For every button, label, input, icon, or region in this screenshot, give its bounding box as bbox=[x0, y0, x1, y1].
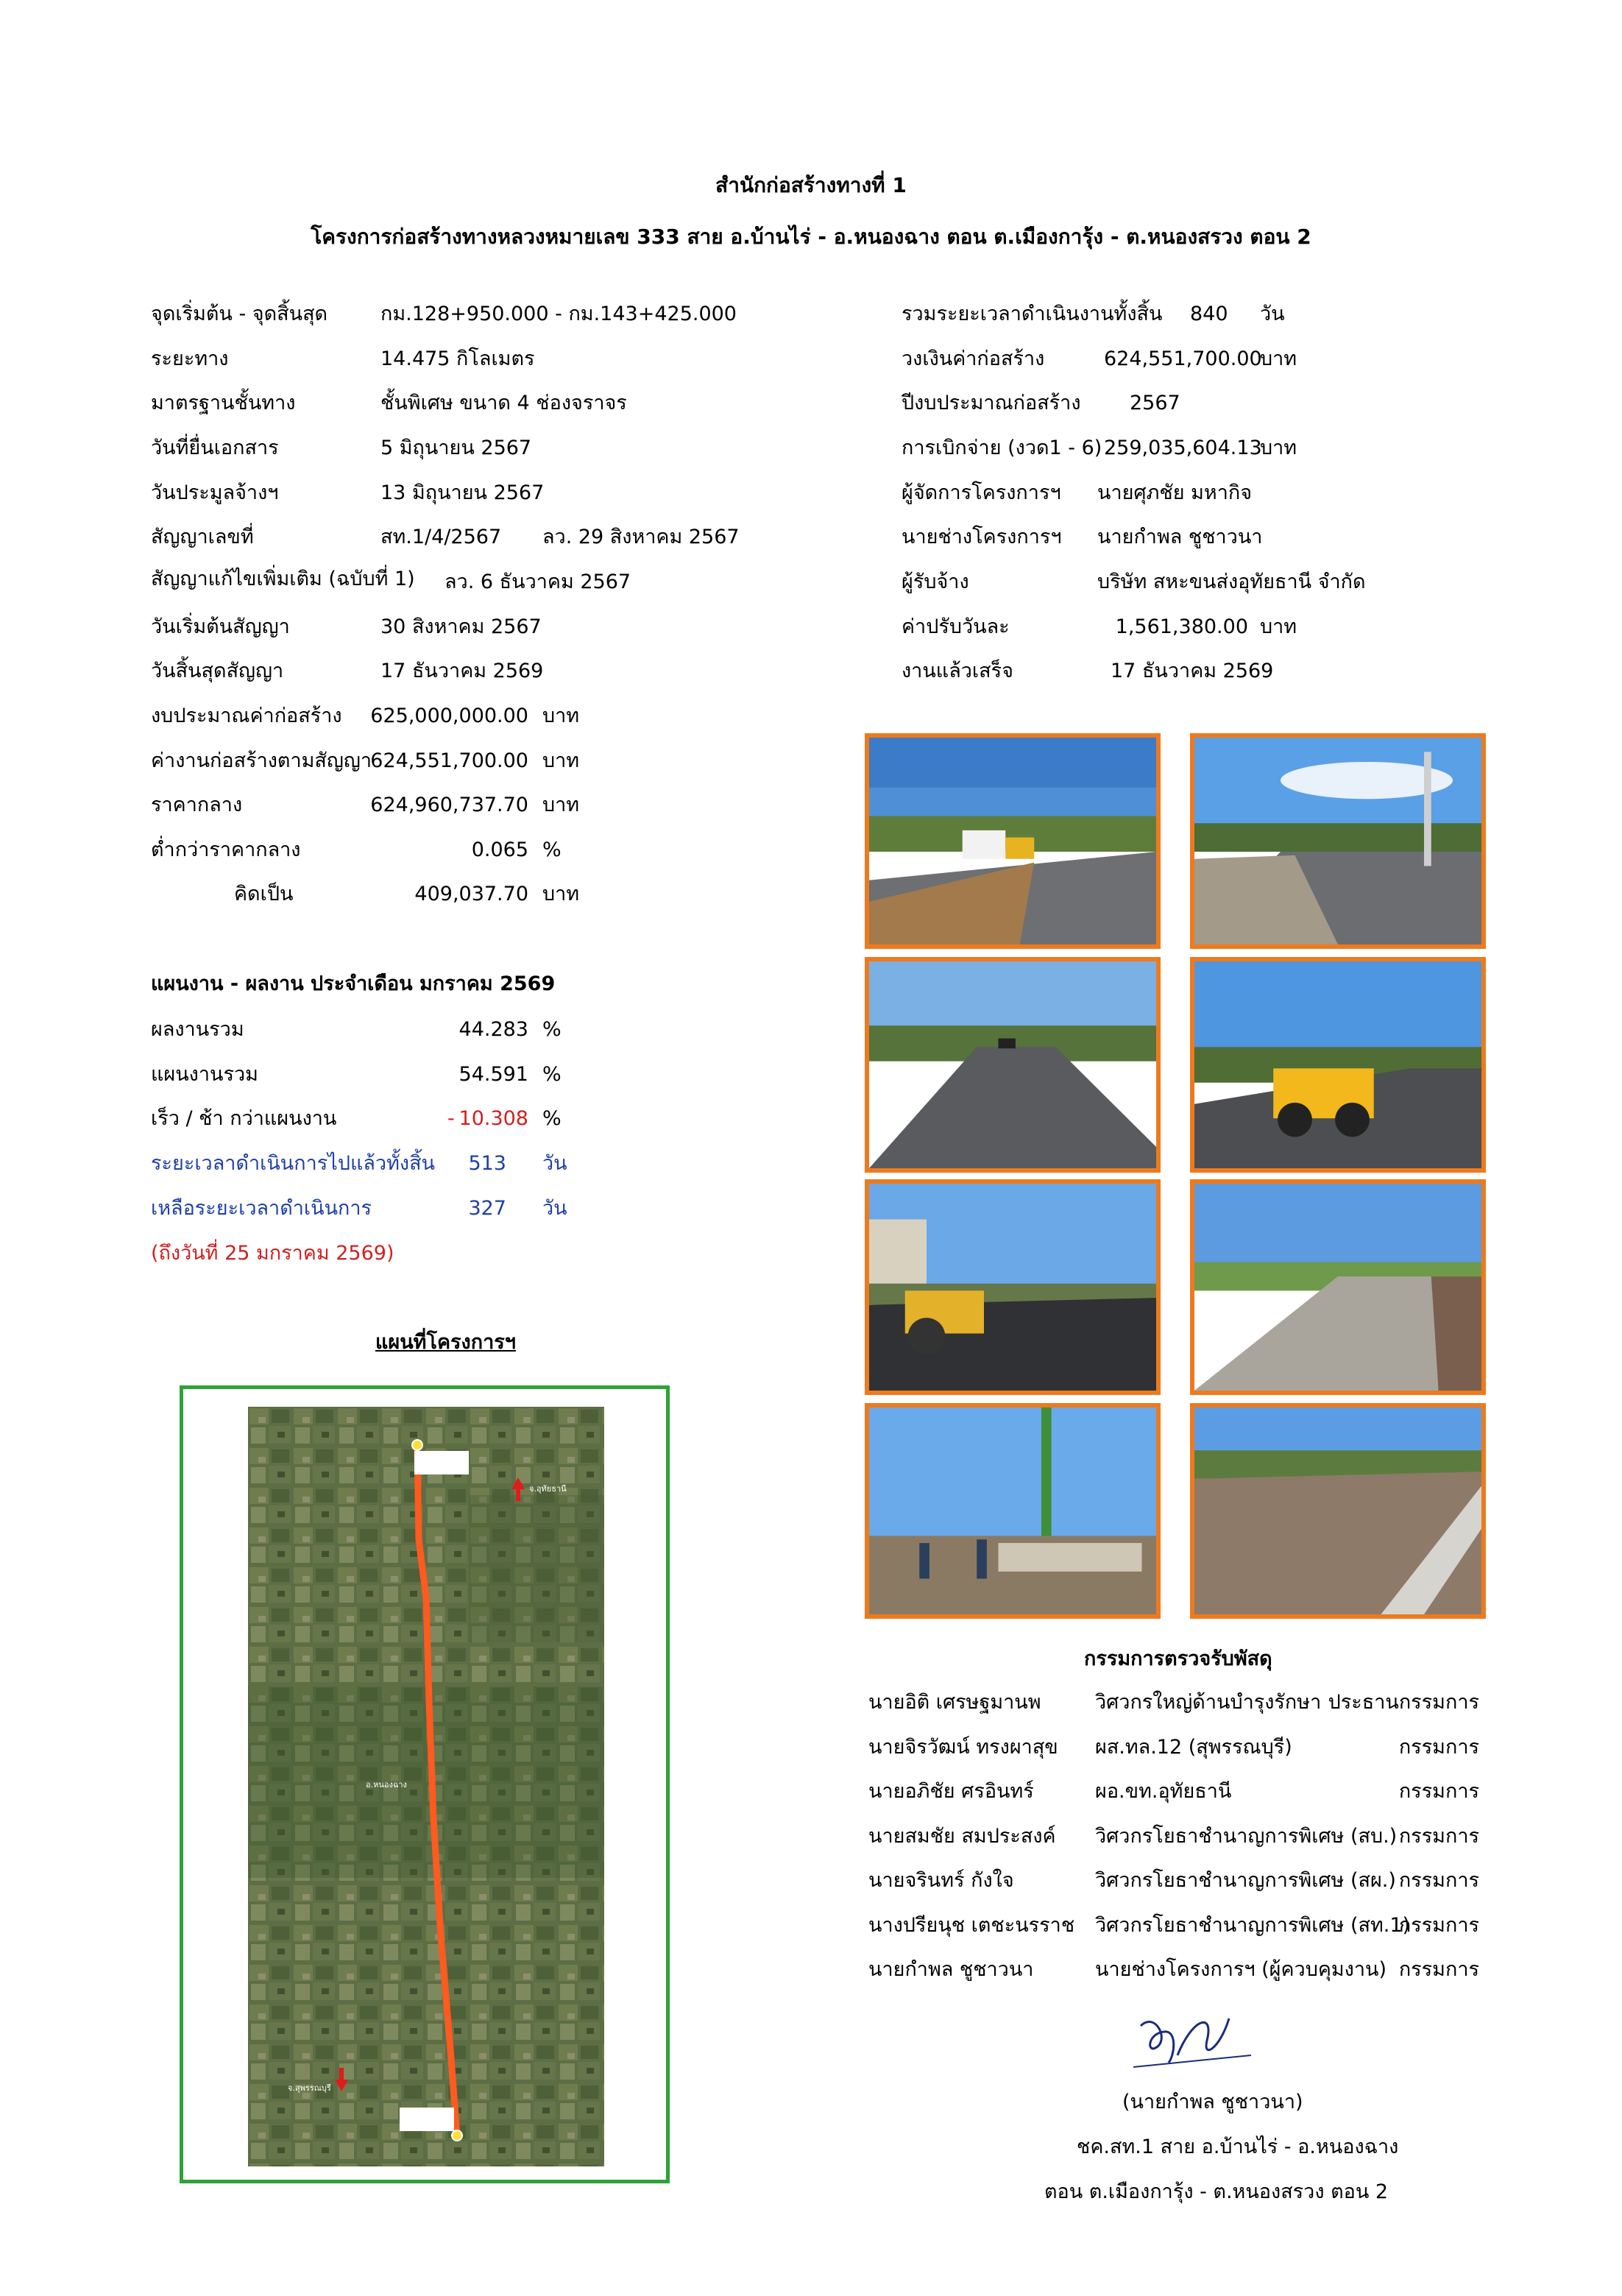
amendment-label: สัญญาแก้ไขเพิ่มเติม (ฉบับที่ 1) bbox=[151, 568, 415, 590]
planned-label: แผนงานรวม bbox=[151, 1063, 258, 1086]
site-photo-1 bbox=[865, 733, 1161, 949]
committee-member-role: กรรมการ bbox=[1398, 1958, 1479, 1981]
signature-line-1: ชค.สท.1 สาย อ.บ้านไร่ - อ.หนองฉาง bbox=[1077, 2136, 1399, 2158]
total-duration-label: รวมระยะเวลาดำเนินงานทั้งสิ้น bbox=[902, 303, 1163, 325]
bid-date-value: 13 มิถุนายน 2567 bbox=[380, 481, 545, 504]
committee-member-role: กรรมการ bbox=[1398, 1736, 1479, 1759]
committee-member-position: นายช่างโครงการฯ (ผู้ควบคุมงาน) bbox=[1095, 1958, 1387, 1981]
amendment-date: ลว. 6 ธันวาคม 2567 bbox=[445, 571, 631, 593]
equals-value: 409,037.70 bbox=[414, 883, 528, 905]
equals-label: คิดเป็น bbox=[234, 883, 294, 905]
project-map bbox=[248, 1407, 604, 2166]
submit-date-label: วันที่ยื่นเอกสาร bbox=[151, 437, 279, 459]
contract-no-value: สท.1/4/2567 bbox=[380, 526, 502, 548]
start-end-value: กม.128+950.000 - กม.143+425.000 bbox=[380, 303, 737, 325]
completion-value: 17 ธันวาคม 2569 bbox=[1111, 660, 1274, 682]
equals-unit: บาท bbox=[542, 883, 580, 905]
site-photo-8 bbox=[1190, 1403, 1486, 1619]
engineer-value: นายกำพล ชูชาวนา bbox=[1097, 526, 1263, 548]
map-north-label: จ.อุทัยธานี bbox=[529, 1484, 567, 1494]
progress-heading: แผนงาน - ผลงาน ประจำเดือน มกราคม 2569 bbox=[151, 972, 556, 995]
engineer-label: นายช่างโครงการฯ bbox=[902, 526, 1062, 548]
planned-value: 54.591 bbox=[458, 1063, 528, 1086]
site-photo-6 bbox=[1190, 1179, 1486, 1395]
total-duration-unit: วัน bbox=[1260, 303, 1285, 325]
site-photo-4 bbox=[1190, 957, 1486, 1173]
elapsed-label: ระยะเวลาดำเนินการไปแล้วทั้งสิ้น bbox=[151, 1152, 436, 1175]
contract-start-label: วันเริ่มต้นสัญญา bbox=[151, 615, 290, 638]
contract-value-value: 624,551,700.00 bbox=[370, 749, 528, 772]
disbursement-value: 259,035,604.13 bbox=[1104, 437, 1262, 459]
remaining-value: 327 bbox=[468, 1197, 506, 1220]
manager-label: ผู้จัดการโครงการฯ bbox=[902, 481, 1061, 504]
variance-sign: - bbox=[447, 1107, 455, 1130]
variance-label: เร็ว / ช้า กว่าแผนงาน bbox=[151, 1107, 337, 1130]
bid-date-label: วันประมูลจ้างฯ bbox=[151, 481, 279, 504]
construction-budget-unit: บาท bbox=[1260, 347, 1297, 370]
committee-member-role: ประธานกรรมการ bbox=[1328, 1691, 1479, 1714]
daily-fine-label: ค่าปรับวันละ bbox=[902, 615, 1010, 638]
below-median-label: ต่ำกว่าราคากลาง bbox=[151, 838, 301, 861]
signature-mark bbox=[1126, 2004, 1258, 2071]
start-end-label: จุดเริ่มต้น - จุดสิ้นสุด bbox=[151, 303, 328, 325]
committee-member-name: นายกำพล ชูชาวนา bbox=[868, 1958, 1034, 1981]
signature-line-2: ตอน ต.เมืองการุ้ง - ต.หนองสรวง ตอน 2 bbox=[1044, 2180, 1389, 2203]
office-title: สำนักก่อสร้างทางที่ 1 bbox=[715, 173, 907, 197]
daily-fine-value: 1,561,380.00 bbox=[1115, 615, 1248, 638]
map-heading: แผนที่โครงการฯ bbox=[375, 1331, 516, 1354]
map-mid-label: อ.หนองฉาง bbox=[366, 1780, 407, 1790]
committee-member-name: นายอภิชัย ศรอินทร์ bbox=[868, 1780, 1034, 1803]
disbursement-unit: บาท bbox=[1260, 437, 1297, 459]
contract-value-label: ค่างานก่อสร้างตามสัญญา bbox=[151, 749, 372, 772]
budget-unit: บาท bbox=[542, 704, 580, 727]
fiscal-year-label: ปีงบประมาณก่อสร้าง bbox=[902, 392, 1081, 414]
contract-no-label: สัญญาเลขที่ bbox=[151, 526, 254, 548]
committee-member-position: วิศวกรโยธาชำนาญการพิเศษ (สท.1) bbox=[1095, 1914, 1411, 1937]
satellite-map-graphic bbox=[248, 1407, 604, 2166]
committee-member-role: กรรมการ bbox=[1398, 1914, 1479, 1937]
site-photo-3 bbox=[865, 957, 1161, 1173]
committee-member-name: นายจรินทร์ กังใจ bbox=[868, 1869, 1014, 1892]
construction-budget-label: วงเงินค่าก่อสร้าง bbox=[902, 347, 1045, 370]
median-price-unit: บาท bbox=[542, 794, 580, 816]
standard-label: มาตรฐานชั้นทาง bbox=[151, 392, 296, 414]
signature-name: (นายกำพล ชูชาวนา) bbox=[1122, 2091, 1303, 2113]
committee-member-name: นางปรียนุช เตชะนรราช bbox=[868, 1914, 1075, 1937]
budget-label: งบประมาณค่าก่อสร้าง bbox=[151, 704, 342, 727]
committee-member-name: นายสมชัย สมประสงค์ bbox=[868, 1825, 1056, 1848]
median-price-label: ราคากลาง bbox=[151, 794, 243, 816]
contract-value-unit: บาท bbox=[542, 749, 580, 772]
contractor-label: ผู้รับจ้าง bbox=[902, 571, 969, 593]
as-of-date: (ถึงวันที่ 25 มกราคม 2569) bbox=[151, 1242, 394, 1265]
contract-no-date: ลว. 29 สิงหาคม 2567 bbox=[542, 526, 740, 548]
total-duration-value: 840 bbox=[1190, 303, 1228, 325]
median-price-value: 624,960,737.70 bbox=[370, 794, 528, 816]
committee-member-role: กรรมการ bbox=[1398, 1869, 1479, 1892]
variance-value: 10.308 bbox=[458, 1107, 528, 1130]
committee-member-position: วิศวกรโยธาชำนาญการพิเศษ (สบ.) bbox=[1095, 1825, 1398, 1848]
elapsed-unit: วัน bbox=[542, 1152, 567, 1175]
submit-date-value: 5 มิถุนายน 2567 bbox=[380, 437, 532, 459]
actual-unit: % bbox=[542, 1018, 562, 1041]
committee-member-name: นายอิติ เศรษฐมานพ bbox=[868, 1691, 1041, 1714]
variance-unit: % bbox=[542, 1107, 562, 1130]
contractor-value: บริษัท สหะขนส่งอุทัยธานี จำกัด bbox=[1097, 571, 1366, 593]
remaining-label: เหลือระยะเวลาดำเนินการ bbox=[151, 1197, 372, 1220]
planned-unit: % bbox=[542, 1063, 562, 1086]
site-photo-5 bbox=[865, 1179, 1161, 1395]
site-photo-2 bbox=[1190, 733, 1486, 949]
committee-heading: กรรมการตรวจรับพัสดุ bbox=[1084, 1647, 1272, 1670]
disbursement-label: การเบิกจ่าย (งวด1 - 6) bbox=[902, 437, 1102, 459]
committee-member-position: ผอ.ขท.อุทัยธานี bbox=[1095, 1780, 1232, 1803]
contract-end-value: 17 ธันวาคม 2569 bbox=[380, 660, 544, 682]
committee-member-role: กรรมการ bbox=[1398, 1780, 1479, 1803]
site-photo-7 bbox=[865, 1403, 1161, 1619]
budget-value: 625,000,000.00 bbox=[370, 704, 528, 727]
actual-value: 44.283 bbox=[458, 1018, 528, 1041]
below-median-unit: % bbox=[542, 838, 562, 861]
committee-member-position: ผส.ทล.12 (สุพรรณบุรี) bbox=[1095, 1736, 1292, 1759]
standard-value: ชั้นพิเศษ ขนาด 4 ช่องจราจร bbox=[380, 392, 627, 414]
completion-label: งานแล้วเสร็จ bbox=[902, 660, 1013, 682]
contract-start-value: 30 สิงหาคม 2567 bbox=[380, 615, 542, 638]
map-south-label: จ.สุพรรณบุรี bbox=[288, 2083, 331, 2093]
committee-member-role: กรรมการ bbox=[1398, 1825, 1479, 1848]
elapsed-value: 513 bbox=[468, 1152, 506, 1175]
project-title: โครงการก่อสร้างทางหลวงหมายเลข 333 สาย อ.บ้านไร่ - อ.หนองฉาง ตอน ต.เมืองการุ้ง - ต.หนองสรวง ตอน 2 bbox=[311, 225, 1311, 249]
committee-member-position: วิศวกรใหญ่ด้านบำรุงรักษา bbox=[1095, 1691, 1322, 1714]
below-median-value: 0.065 bbox=[471, 838, 528, 861]
actual-label: ผลงานรวม bbox=[151, 1018, 244, 1041]
construction-budget-value: 624,551,700.00 bbox=[1104, 347, 1262, 370]
remaining-unit: วัน bbox=[542, 1197, 567, 1220]
project-map-frame bbox=[180, 1385, 670, 2183]
committee-member-name: นายจิรวัฒน์ ทรงผาสุข bbox=[868, 1736, 1058, 1759]
distance-label: ระยะทาง bbox=[151, 347, 229, 370]
fiscal-year-value: 2567 bbox=[1130, 392, 1180, 414]
committee-member-position: วิศวกรโยธาชำนาญการพิเศษ (สผ.) bbox=[1095, 1869, 1396, 1892]
distance-value: 14.475 กิโลเมตร bbox=[380, 347, 535, 370]
daily-fine-unit: บาท bbox=[1260, 615, 1297, 638]
manager-value: นายศุภชัย มหากิจ bbox=[1097, 481, 1253, 504]
contract-end-label: วันสิ้นสุดสัญญา bbox=[151, 660, 284, 682]
